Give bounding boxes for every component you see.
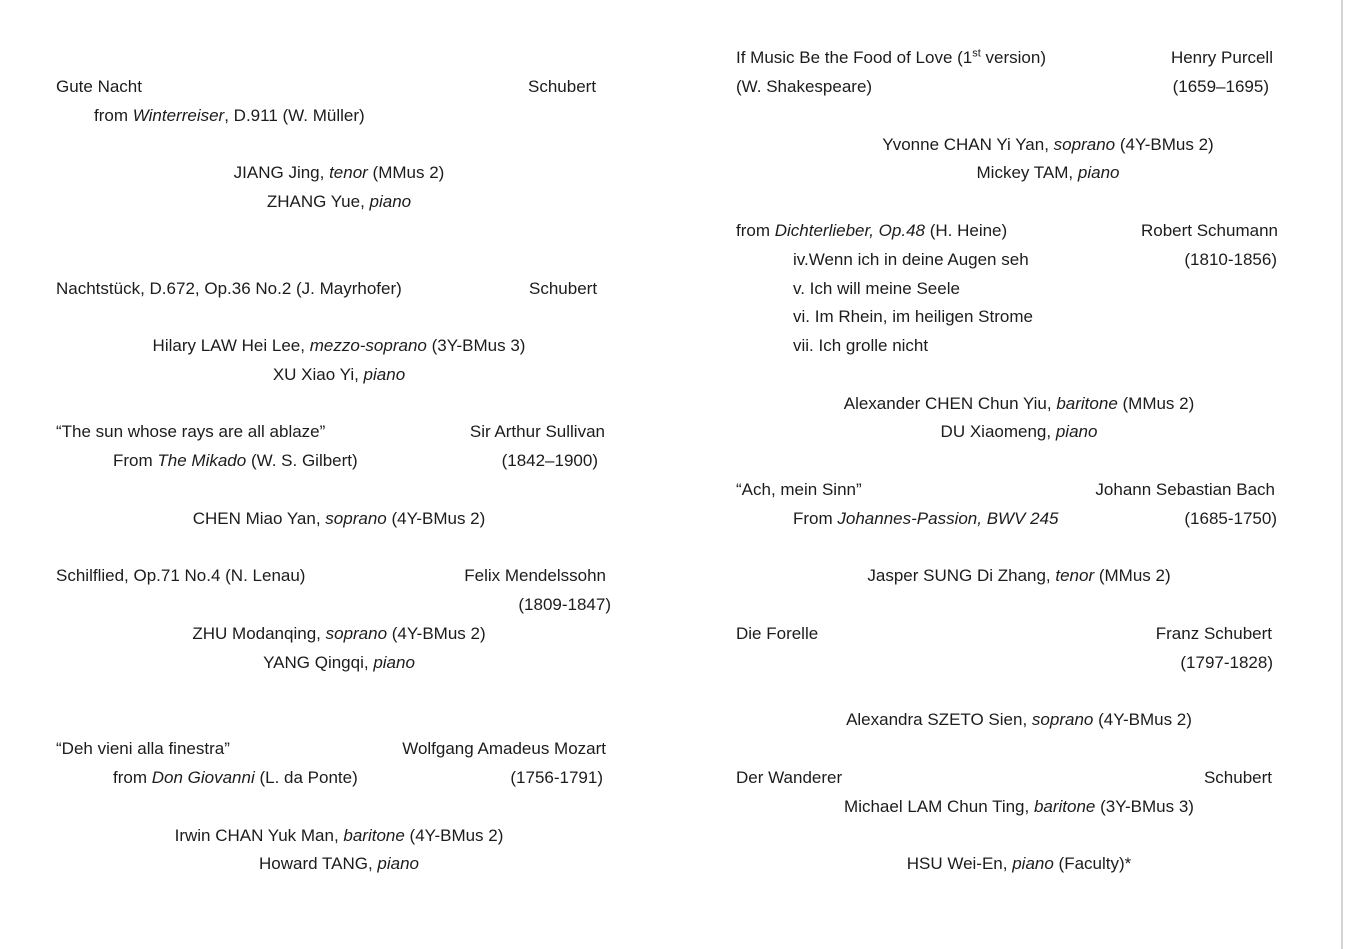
movement: iv.Wenn ich in deine Augen seh <box>793 250 1029 269</box>
piece-title: Gute Nacht <box>56 77 142 96</box>
composer-dates: (1756-1791) <box>510 768 603 787</box>
composer: Schubert <box>529 279 598 298</box>
composer: Felix Mendelssohn <box>464 566 606 585</box>
composer-dates: (1685-1750) <box>1184 509 1277 528</box>
composer-dates: (1842–1900) <box>501 451 598 470</box>
piece-source: from Winterreiser, D.911 (W. Müller) <box>94 106 365 125</box>
composer: Schubert <box>1203 768 1272 787</box>
pianist: DU Xiaomeng, piano <box>940 422 1098 441</box>
pianist: YANG Qingqi, piano <box>263 653 415 672</box>
composer-dates: (1809-1847) <box>518 595 611 614</box>
piece-title: Nachtstück, D.672, Op.36 No.2 (J. Mayrhofer) <box>56 279 402 298</box>
performer: Alexander CHEN Chun Yiu, baritone (MMus 2) <box>843 394 1195 413</box>
movement: vi. Im Rhein, im heiligen Strome <box>793 307 1033 326</box>
composer: Sir Arthur Sullivan <box>469 422 605 441</box>
movement: vii. Ich grolle nicht <box>793 336 929 355</box>
performer: ZHU Modanqing, soprano (4Y-BMus 2) <box>192 624 486 643</box>
piece-title: If Music Be the Food of Love (1st version) <box>736 47 1046 67</box>
performer: Jasper SUNG Di Zhang, tenor (MMus 2) <box>867 566 1171 585</box>
piece-title: Schilflied, Op.71 No.4 (N. Lenau) <box>56 566 306 585</box>
performer: Irwin CHAN Yuk Man, baritone (4Y-BMus 2) <box>174 826 504 845</box>
pianist: XU Xiao Yi, piano <box>272 365 406 384</box>
performer: Yvonne CHAN Yi Yan, soprano (4Y-BMus 2) <box>882 135 1214 154</box>
performer: Michael LAM Chun Ting, baritone (3Y-BMus 3) <box>844 797 1194 816</box>
movement: v. Ich will meine Seele <box>793 279 960 298</box>
composer: Henry Purcell <box>1170 48 1273 67</box>
piece-source: From Johannes-Passion, BWV 245 <box>793 509 1059 528</box>
performer: JIANG Jing, tenor (MMus 2) <box>233 163 445 182</box>
piece-title: from Dichterlieber, Op.48 (H. Heine) <box>736 221 1008 240</box>
piece-source: (W. Shakespeare) <box>736 77 873 96</box>
composer-dates: (1810-1856) <box>1184 250 1277 269</box>
composer: Johann Sebastian Bach <box>1095 480 1275 499</box>
composer: Schubert <box>528 77 597 96</box>
performer: CHEN Miao Yan, soprano (4Y-BMus 2) <box>192 509 486 528</box>
composer-dates: (1797-1828) <box>1180 653 1273 672</box>
performer: Hilary LAW Hei Lee, mezzo-soprano (3Y-BMus 3) <box>152 336 526 355</box>
piece-source: from Don Giovanni (L. da Ponte) <box>113 768 358 787</box>
composer-dates: (1659–1695) <box>1172 77 1269 96</box>
pianist: HSU Wei-En, piano (Faculty)* <box>906 854 1132 873</box>
piece-title: “Ach, mein Sinn” <box>736 480 862 499</box>
piece-title: “The sun whose rays are all ablaze” <box>56 422 326 441</box>
piece-title: “Deh vieni alla finestra” <box>56 739 230 758</box>
pianist: ZHANG Yue, piano <box>266 192 412 211</box>
composer: Wolfgang Amadeus Mozart <box>402 739 606 758</box>
composer: Robert Schumann <box>1140 221 1278 240</box>
pianist: Mickey TAM, piano <box>976 163 1120 182</box>
page-edge-divider <box>1341 0 1343 949</box>
piece-title: Der Wanderer <box>736 768 843 787</box>
performer: Alexandra SZETO Sien, soprano (4Y-BMus 2) <box>846 710 1192 729</box>
pianist: Howard TANG, piano <box>258 854 420 873</box>
piece-source: From The Mikado (W. S. Gilbert) <box>113 451 358 470</box>
piece-title: Die Forelle <box>736 624 819 643</box>
composer: Franz Schubert <box>1155 624 1272 643</box>
